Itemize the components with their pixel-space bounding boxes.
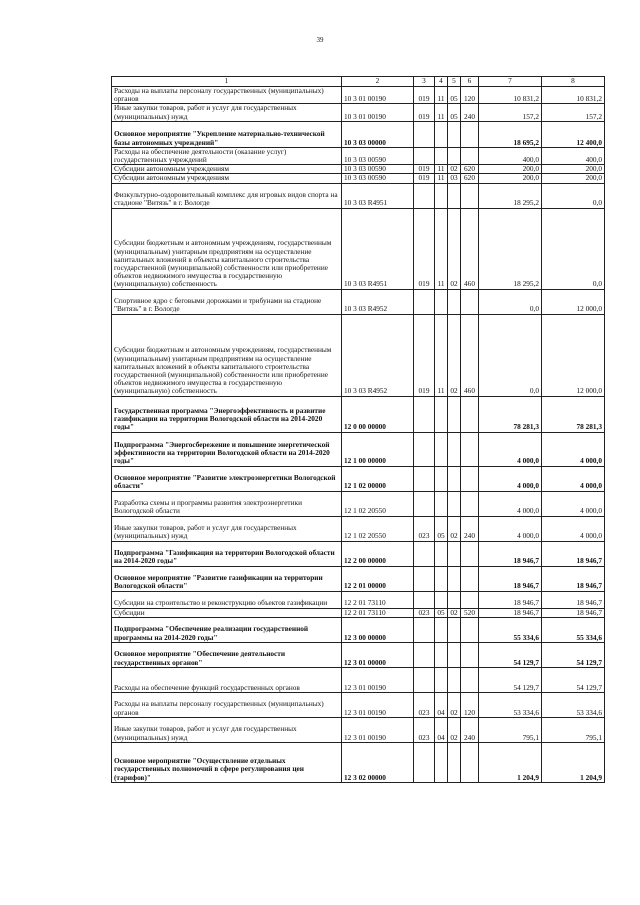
cell-amount-1: 78 281,3 bbox=[479, 396, 542, 432]
cell-amount-2: 157,2 bbox=[542, 104, 605, 121]
cell-subsection: 05 bbox=[448, 87, 461, 104]
cell-amount-2: 4 000,0 bbox=[542, 466, 605, 491]
cell-code: 12 3 01 00190 bbox=[342, 717, 414, 742]
cell-ministry bbox=[414, 642, 435, 667]
cell-code: 12 2 01 00000 bbox=[342, 566, 414, 591]
cell-expense-type: 620 bbox=[461, 174, 479, 183]
cell-amount-2: 4 000,0 bbox=[542, 491, 605, 516]
cell-section bbox=[435, 466, 448, 491]
cell-amount-2: 54 129,7 bbox=[542, 667, 605, 692]
cell-section bbox=[435, 667, 448, 692]
cell-section: 04 bbox=[435, 692, 448, 717]
cell-section bbox=[435, 617, 448, 642]
cell-name: Расходы на обеспечение деятельности (оказание услуг) государственных учреждений bbox=[112, 147, 342, 164]
cell-expense-type: 460 bbox=[461, 208, 479, 289]
cell-amount-1: 4 000,0 bbox=[479, 466, 542, 491]
cell-code: 10 3 03 00590 bbox=[342, 165, 414, 174]
cell-expense-type: 240 bbox=[461, 516, 479, 541]
cell-name: Расходы на выплаты персоналу государственных (муниципальных) органов bbox=[112, 692, 342, 717]
cell-amount-1: 54 129,7 bbox=[479, 642, 542, 667]
cell-name: Субсидии бюджетным и автономным учреждениям, государственным (муниципальным) унитарным предприятиям на осуществление капитальных вложений в объекты капитального строительства государственной (муниципальной) собственности или приобретение объектов недвижимого имущества в государственную (муниципальную) собственность bbox=[112, 314, 342, 396]
header-cell: 4 bbox=[435, 77, 448, 87]
cell-code: 12 0 00 00000 bbox=[342, 396, 414, 432]
cell-amount-1: 18 946,7 bbox=[479, 608, 542, 617]
cell-subsection: 02 bbox=[448, 608, 461, 617]
cell-amount-1: 200,0 bbox=[479, 165, 542, 174]
cell-amount-2: 18 946,7 bbox=[542, 591, 605, 608]
cell-subsection bbox=[448, 121, 461, 147]
cell-name: Субсидии bbox=[112, 608, 342, 617]
cell-section: 11 bbox=[435, 174, 448, 183]
cell-section bbox=[435, 591, 448, 608]
cell-expense-type bbox=[461, 432, 479, 466]
cell-amount-1: 200,0 bbox=[479, 174, 542, 183]
table-row bbox=[112, 147, 605, 164]
cell-expense-type bbox=[461, 289, 479, 314]
table-row bbox=[112, 667, 605, 692]
cell-ministry bbox=[414, 147, 435, 164]
header-cell: 3 bbox=[414, 77, 435, 87]
table-row bbox=[112, 642, 605, 667]
cell-expense-type bbox=[461, 667, 479, 692]
cell-name: Подпрограмма "Энергосбережение и повышение энергетической эффективности на территории Вологодской области на 2014-2020 годы" bbox=[112, 432, 342, 466]
cell-name: Субсидии автономным учреждениям bbox=[112, 174, 342, 183]
cell-section: 04 bbox=[435, 717, 448, 742]
table-row bbox=[112, 87, 605, 104]
header-cell: 5 bbox=[448, 77, 461, 87]
table-row bbox=[112, 183, 605, 208]
cell-expense-type bbox=[461, 466, 479, 491]
cell-name: Основное мероприятие "Осуществление отдельных государственных полномочий в сфере регулирования цен (тарифов)" bbox=[112, 742, 342, 782]
cell-section bbox=[435, 432, 448, 466]
table-row bbox=[112, 432, 605, 466]
cell-subsection bbox=[448, 147, 461, 164]
cell-ministry: 019 bbox=[414, 208, 435, 289]
cell-amount-1: 1 204,9 bbox=[479, 742, 542, 782]
table-row bbox=[112, 591, 605, 608]
cell-name: Субсидии на строительство и реконструкцию объектов газификации bbox=[112, 591, 342, 608]
cell-amount-1: 0,0 bbox=[479, 314, 542, 396]
cell-expense-type bbox=[461, 121, 479, 147]
cell-amount-1: 18 295,2 bbox=[479, 183, 542, 208]
cell-expense-type: 240 bbox=[461, 717, 479, 742]
cell-expense-type: 620 bbox=[461, 165, 479, 174]
cell-code: 10 3 03 R4952 bbox=[342, 314, 414, 396]
cell-amount-2: 10 831,2 bbox=[542, 87, 605, 104]
cell-amount-2: 795,1 bbox=[542, 717, 605, 742]
cell-code: 12 3 01 00000 bbox=[342, 642, 414, 667]
budget-table bbox=[111, 76, 605, 783]
cell-code: 12 3 01 00190 bbox=[342, 667, 414, 692]
table-row bbox=[112, 104, 605, 121]
cell-ministry: 023 bbox=[414, 608, 435, 617]
cell-code: 12 1 02 00000 bbox=[342, 466, 414, 491]
cell-ministry: 023 bbox=[414, 717, 435, 742]
cell-amount-2: 53 334,6 bbox=[542, 692, 605, 717]
page-number: 39 bbox=[316, 36, 324, 44]
cell-expense-type bbox=[461, 617, 479, 642]
cell-subsection bbox=[448, 396, 461, 432]
cell-ministry bbox=[414, 591, 435, 608]
cell-subsection bbox=[448, 541, 461, 566]
cell-code: 10 3 03 R4951 bbox=[342, 183, 414, 208]
cell-ministry: 019 bbox=[414, 165, 435, 174]
cell-amount-2: 54 129,7 bbox=[542, 642, 605, 667]
cell-amount-1: 54 129,7 bbox=[479, 667, 542, 692]
cell-ministry bbox=[414, 566, 435, 591]
cell-subsection bbox=[448, 667, 461, 692]
cell-amount-1: 18 295,2 bbox=[479, 208, 542, 289]
cell-code: 10 3 03 R4952 bbox=[342, 289, 414, 314]
cell-name: Подпрограмма "Обеспечение реализации государственной программы на 2014-2020 годы" bbox=[112, 617, 342, 642]
cell-amount-2: 12 000,0 bbox=[542, 289, 605, 314]
header-cell: 8 bbox=[542, 77, 605, 87]
cell-subsection: 05 bbox=[448, 104, 461, 121]
cell-ministry bbox=[414, 742, 435, 782]
cell-expense-type bbox=[461, 396, 479, 432]
table-row bbox=[112, 396, 605, 432]
cell-code: 12 3 02 00000 bbox=[342, 742, 414, 782]
cell-amount-1: 4 000,0 bbox=[479, 516, 542, 541]
cell-name: Иные закупки товаров, работ и услуг для государственных (муниципальных) нужд bbox=[112, 516, 342, 541]
cell-code: 10 3 01 00190 bbox=[342, 104, 414, 121]
cell-expense-type bbox=[461, 541, 479, 566]
cell-name: Иные закупки товаров, работ и услуг для государственных (муниципальных) нужд bbox=[112, 104, 342, 121]
cell-name: Субсидии автономным учреждениям bbox=[112, 165, 342, 174]
cell-name: Физкультурно-оздоровительный комплекс для игровых видов спорта на стадионе "Витязь" в г. Вологде bbox=[112, 183, 342, 208]
cell-section: 05 bbox=[435, 516, 448, 541]
cell-section bbox=[435, 183, 448, 208]
cell-ministry: 023 bbox=[414, 692, 435, 717]
table-row bbox=[112, 608, 605, 617]
cell-ministry: 019 bbox=[414, 104, 435, 121]
cell-ministry: 023 bbox=[414, 516, 435, 541]
cell-amount-2: 4 000,0 bbox=[542, 432, 605, 466]
header-cell: 6 bbox=[461, 77, 479, 87]
header-cell: 2 bbox=[342, 77, 414, 87]
cell-amount-2: 0,0 bbox=[542, 183, 605, 208]
cell-expense-type: 520 bbox=[461, 608, 479, 617]
cell-subsection: 02 bbox=[448, 516, 461, 541]
cell-section bbox=[435, 566, 448, 591]
cell-ministry: 019 bbox=[414, 174, 435, 183]
cell-amount-1: 55 334,6 bbox=[479, 617, 542, 642]
table-row bbox=[112, 314, 605, 396]
cell-ministry bbox=[414, 466, 435, 491]
cell-section bbox=[435, 121, 448, 147]
cell-subsection: 02 bbox=[448, 314, 461, 396]
cell-expense-type: 460 bbox=[461, 314, 479, 396]
cell-amount-1: 157,2 bbox=[479, 104, 542, 121]
table-row bbox=[112, 717, 605, 742]
cell-code: 10 3 03 R4951 bbox=[342, 208, 414, 289]
cell-name: Основное мероприятие "Обеспечение деятельности государственных органов" bbox=[112, 642, 342, 667]
cell-expense-type bbox=[461, 183, 479, 208]
cell-ministry bbox=[414, 617, 435, 642]
cell-subsection bbox=[448, 183, 461, 208]
header-cell: 7 bbox=[479, 77, 542, 87]
cell-section: 11 bbox=[435, 87, 448, 104]
cell-ministry bbox=[414, 541, 435, 566]
cell-name: Основное мероприятие "Развитие газификации на территории Вологодской области" bbox=[112, 566, 342, 591]
cell-ministry: 019 bbox=[414, 314, 435, 396]
cell-amount-1: 4 000,0 bbox=[479, 432, 542, 466]
cell-code: 12 1 00 00000 bbox=[342, 432, 414, 466]
cell-expense-type: 120 bbox=[461, 692, 479, 717]
cell-amount-2: 400,0 bbox=[542, 147, 605, 164]
cell-name: Спортивное ядро с беговыми дорожками и трибунами на стадионе "Витязь" в г. Вологде bbox=[112, 289, 342, 314]
cell-amount-1: 18 946,7 bbox=[479, 591, 542, 608]
cell-amount-2: 78 281,3 bbox=[542, 396, 605, 432]
cell-ministry bbox=[414, 289, 435, 314]
cell-expense-type bbox=[461, 591, 479, 608]
table-row bbox=[112, 491, 605, 516]
cell-amount-2: 18 946,7 bbox=[542, 566, 605, 591]
cell-subsection: 02 bbox=[448, 208, 461, 289]
cell-section bbox=[435, 396, 448, 432]
cell-expense-type bbox=[461, 742, 479, 782]
cell-ministry bbox=[414, 183, 435, 208]
cell-section: 11 bbox=[435, 208, 448, 289]
cell-code: 12 2 00 00000 bbox=[342, 541, 414, 566]
cell-ministry bbox=[414, 491, 435, 516]
cell-code: 12 2 01 73110 bbox=[342, 591, 414, 608]
cell-name: Расходы на выплаты персоналу государственных (муниципальных) органов bbox=[112, 87, 342, 104]
cell-subsection bbox=[448, 566, 461, 591]
table-row bbox=[112, 174, 605, 183]
cell-code: 12 3 01 00190 bbox=[342, 692, 414, 717]
cell-code: 12 3 00 00000 bbox=[342, 617, 414, 642]
cell-code: 12 2 01 73110 bbox=[342, 608, 414, 617]
table-row bbox=[112, 516, 605, 541]
cell-subsection: 03 bbox=[448, 174, 461, 183]
cell-expense-type bbox=[461, 642, 479, 667]
table-row bbox=[112, 617, 605, 642]
cell-name: Подпрограмма "Газификация на территории Вологодской области на 2014-2020 годы" bbox=[112, 541, 342, 566]
cell-code: 10 3 03 00590 bbox=[342, 174, 414, 183]
table-row bbox=[112, 165, 605, 174]
cell-amount-2: 18 946,7 bbox=[542, 608, 605, 617]
cell-name: Субсидии бюджетным и автономным учреждениям, государственным (муниципальным) унитарным предприятиям на осуществление капитальных вложений в объекты капитального строительства государственной (муниципальной) собственности или приобретение объектов недвижимого имущества в государственную (муниципальную) собственность bbox=[112, 208, 342, 289]
cell-subsection bbox=[448, 491, 461, 516]
cell-section: 11 bbox=[435, 104, 448, 121]
cell-subsection bbox=[448, 289, 461, 314]
cell-amount-1: 4 000,0 bbox=[479, 491, 542, 516]
cell-section: 05 bbox=[435, 608, 448, 617]
cell-subsection: 02 bbox=[448, 165, 461, 174]
cell-amount-1: 0,0 bbox=[479, 289, 542, 314]
cell-subsection: 02 bbox=[448, 692, 461, 717]
header-cell: 1 bbox=[112, 77, 342, 87]
cell-amount-2: 12 000,0 bbox=[542, 314, 605, 396]
cell-code: 10 3 03 00000 bbox=[342, 121, 414, 147]
cell-amount-2: 0,0 bbox=[542, 208, 605, 289]
cell-name: Основное мероприятие "Укрепление материально-технической базы автономных учреждений" bbox=[112, 121, 342, 147]
cell-subsection bbox=[448, 432, 461, 466]
cell-amount-1: 18 946,7 bbox=[479, 541, 542, 566]
cell-section bbox=[435, 147, 448, 164]
cell-section bbox=[435, 642, 448, 667]
cell-amount-2: 200,0 bbox=[542, 174, 605, 183]
table-row bbox=[112, 566, 605, 591]
cell-amount-2: 200,0 bbox=[542, 165, 605, 174]
cell-section bbox=[435, 491, 448, 516]
cell-ministry bbox=[414, 396, 435, 432]
table-row bbox=[112, 289, 605, 314]
cell-subsection bbox=[448, 617, 461, 642]
cell-code: 10 3 03 00590 bbox=[342, 147, 414, 164]
cell-amount-1: 400,0 bbox=[479, 147, 542, 164]
cell-ministry bbox=[414, 432, 435, 466]
table-row bbox=[112, 742, 605, 782]
cell-expense-type bbox=[461, 147, 479, 164]
cell-ministry bbox=[414, 667, 435, 692]
cell-section: 11 bbox=[435, 314, 448, 396]
cell-amount-2: 4 000,0 bbox=[542, 516, 605, 541]
cell-name: Государственная программа "Энергоэффективность и развитие газификации на территории Вологодской области на 2014-2020 годы" bbox=[112, 396, 342, 432]
cell-expense-type: 120 bbox=[461, 87, 479, 104]
cell-amount-1: 10 831,2 bbox=[479, 87, 542, 104]
table-row bbox=[112, 121, 605, 147]
table-header-row bbox=[112, 77, 605, 87]
cell-name: Основное мероприятие "Развитие электроэнергетики Вологодской области" bbox=[112, 466, 342, 491]
cell-amount-2: 12 400,0 bbox=[542, 121, 605, 147]
cell-amount-1: 18 695,2 bbox=[479, 121, 542, 147]
cell-subsection bbox=[448, 591, 461, 608]
table-row bbox=[112, 208, 605, 289]
cell-ministry bbox=[414, 121, 435, 147]
cell-expense-type: 240 bbox=[461, 104, 479, 121]
cell-amount-2: 18 946,7 bbox=[542, 541, 605, 566]
cell-amount-1: 53 334,6 bbox=[479, 692, 542, 717]
cell-amount-1: 795,1 bbox=[479, 717, 542, 742]
cell-section bbox=[435, 541, 448, 566]
cell-subsection: 02 bbox=[448, 717, 461, 742]
cell-subsection bbox=[448, 742, 461, 782]
cell-amount-1: 18 946,7 bbox=[479, 566, 542, 591]
cell-expense-type bbox=[461, 566, 479, 591]
cell-expense-type bbox=[461, 491, 479, 516]
cell-code: 10 3 01 00190 bbox=[342, 87, 414, 104]
cell-name: Расходы на обеспечение функций государственных органов bbox=[112, 667, 342, 692]
cell-name: Иные закупки товаров, работ и услуг для государственных (муниципальных) нужд bbox=[112, 717, 342, 742]
table-row bbox=[112, 466, 605, 491]
table-row bbox=[112, 692, 605, 717]
cell-section bbox=[435, 289, 448, 314]
cell-ministry: 019 bbox=[414, 87, 435, 104]
table-row bbox=[112, 541, 605, 566]
cell-code: 12 1 02 20550 bbox=[342, 491, 414, 516]
cell-code: 12 1 02 20550 bbox=[342, 516, 414, 541]
cell-name: Разработка схемы и программы развития электроэнергетики Вологодской области bbox=[112, 491, 342, 516]
cell-subsection bbox=[448, 466, 461, 491]
cell-section: 11 bbox=[435, 165, 448, 174]
cell-subsection bbox=[448, 642, 461, 667]
cell-amount-2: 1 204,9 bbox=[542, 742, 605, 782]
cell-section bbox=[435, 742, 448, 782]
cell-amount-2: 55 334,6 bbox=[542, 617, 605, 642]
